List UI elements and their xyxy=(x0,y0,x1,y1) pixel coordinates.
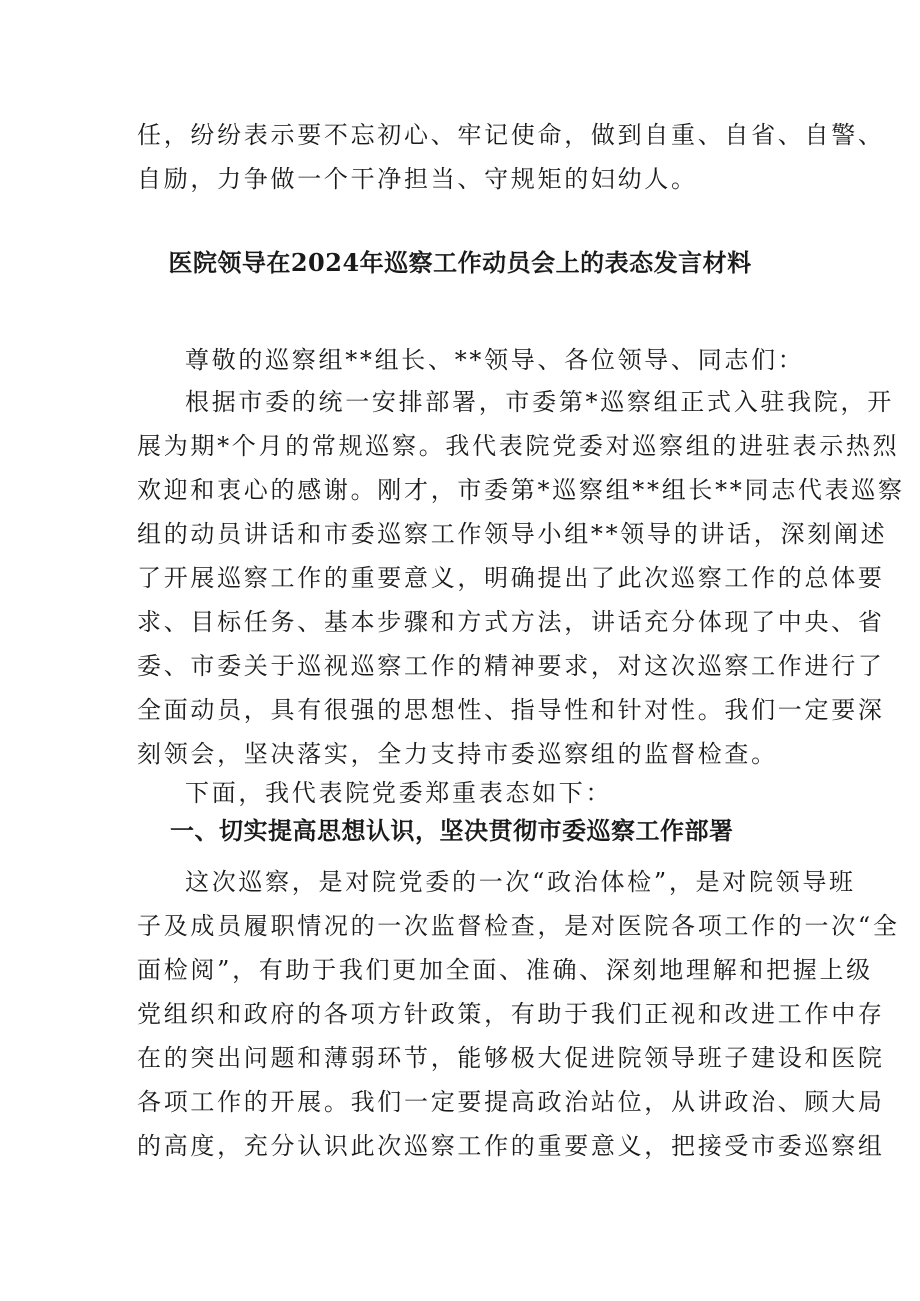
body-text-line: 了开展巡察工作的重要意义，明确提出了此次巡察工作的总体要 xyxy=(137,564,885,592)
body-text-line: 子及成员履职情况的一次监督检查，是对医院各项工作的一次“全 xyxy=(137,912,900,940)
body-text-line: 求、目标任务、基本步骤和方式方法，讲话充分体现了中央、省 xyxy=(137,608,885,636)
body-text-line: 展为期*个月的常规巡察。我代表院党委对巡察组的进驻表示热烈 xyxy=(137,432,900,460)
body-text-line: 刻领会，坚决落实，全力支持市委巡察组的监督检查。 xyxy=(137,740,778,768)
body-text-line: 自励，力争做一个干净担当、守规矩的妇幼人。 xyxy=(137,165,698,193)
body-text-line: 下面，我代表院党委郑重表态如下： xyxy=(185,779,613,807)
body-text-line: 的高度，充分认识此次巡察工作的重要意义，把接受市委巡察组 xyxy=(137,1132,885,1160)
body-text-line: 党组织和政府的各项方针政策，有助于我们正视和改进工作中存 xyxy=(137,1000,885,1028)
body-text-line: 委、市委关于巡视巡察工作的精神要求，对这次巡察工作进行了 xyxy=(137,652,885,680)
section-heading: 一、切实提高思想认识，坚决贯彻市委巡察工作部署 xyxy=(170,817,734,845)
body-text-line: 全面动员，具有很强的思想性、指导性和针对性。我们一定要深 xyxy=(137,696,885,724)
body-text-line: 组的动员讲话和市委巡察工作领导小组**领导的讲话，深刻阐述 xyxy=(137,520,888,548)
body-text-line: 根据市委的统一安排部署，市委第*巡察组正式入驻我院，开 xyxy=(185,388,894,416)
body-text-line: 在的突出问题和薄弱环节，能够极大促进院领导班子建设和医院 xyxy=(137,1044,885,1072)
salutation: 尊敬的巡察组**组长、**领导、各位领导、同志们： xyxy=(185,346,805,374)
body-text-line: 面检阅”，有助于我们更加全面、准确、深刻地理解和把握上级 xyxy=(137,956,873,984)
body-text-line: 欢迎和衷心的感谢。刚才，市委第*巡察组**组长**同志代表巡察 xyxy=(137,476,905,504)
body-text-line: 这次巡察，是对院党委的一次“政治体检”，是对院领导班 xyxy=(185,868,856,896)
document-title: 医院领导在2024年巡察工作动员会上的表态发言材料 xyxy=(168,248,752,277)
body-text-line: 任，纷纷表示要不忘初心、牢记使命，做到自重、自省、自警、 xyxy=(137,121,885,149)
body-text-line: 各项工作的开展。我们一定要提高政治站位，从讲政治、顾大局 xyxy=(137,1088,885,1116)
